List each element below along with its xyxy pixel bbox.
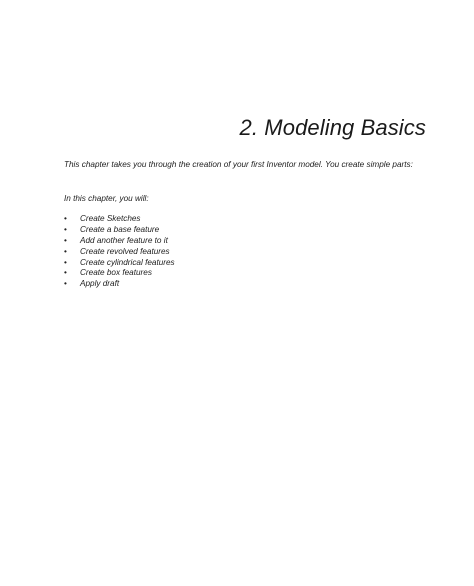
objectives-lead: In this chapter, you will: [64,194,149,203]
bullet-icon: • [64,224,67,234]
list-item-text: Create box features [80,268,152,278]
bullet-icon: • [64,268,67,278]
list-item [64,258,175,269]
objectives-list [64,214,175,290]
list-item-text: Create Sketches [80,214,141,223]
list-item [64,225,175,236]
list-item-text: Apply draft [80,279,120,289]
bullet-icon: • [64,279,67,289]
list-item [64,236,175,247]
list-item-text: Create cylindrical features [80,257,175,267]
list-item [64,247,175,258]
list-item [64,214,175,225]
bullet-icon: • [64,257,67,267]
chapter-title: 2. Modeling Basics [239,115,426,140]
bullet-icon: • [64,235,67,245]
bullet-icon: • [64,246,67,256]
bullet-icon: • [64,214,67,223]
list-item [64,268,175,279]
list-item-text: Create a base feature [80,224,160,234]
chapter-intro: This chapter takes you through the creation of your first Inventor model. You create simple parts: [64,160,413,169]
list-item-text: Create revolved features [80,246,170,256]
list-item [64,279,175,290]
list-item-text: Add another feature to it [80,235,168,245]
